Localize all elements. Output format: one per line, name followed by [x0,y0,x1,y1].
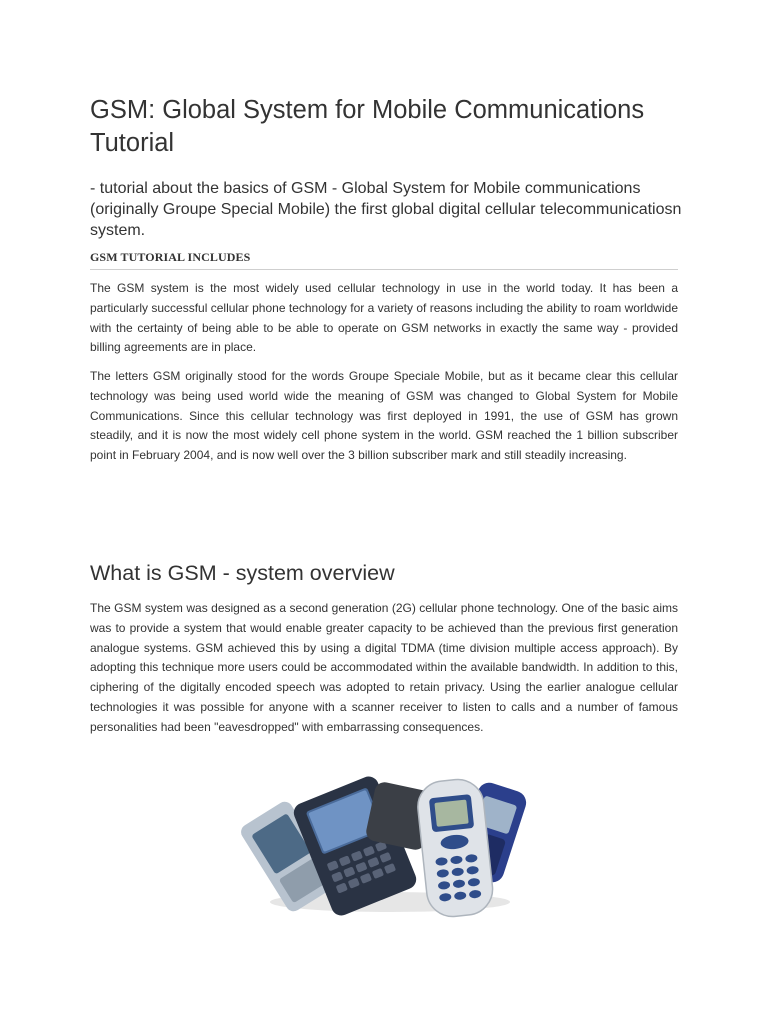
mobile-phones-image [240,766,528,918]
candybar-phone [415,777,495,918]
intro-paragraph: The GSM system is the most widely used cellular technology in use in the world today. It has been a particularly successful cellular phone technology for a variety of reasons including the ability to roam worldwide with the certainty of being able to be able to operate on GSM networks in exactly the same way - provided billing agreements are in place. [90,281,678,355]
history-paragraph: The letters GSM originally stood for the words Groupe Speciale Mobile, but as it became clear this cellular technology was being used world wide the meaning of GSM was changed to Global System for Mobile Communications. Since this cellular technology was first deployed in 1991, the use of GSM has grown steadily, and it is now the most widely cell phone system in the world. GSM reached the 1 billion subscriber point in February 2004, and is now well over the 3 billion subscriber mark and still steadily increasing. [90,369,678,463]
tutorial-includes-heading: GSM TUTORIAL INCLUDES [90,249,678,270]
overview-paragraph: The GSM system was designed as a second generation (2G) cellular phone technology. One of the basic aims was to provide a system that would enable greater capacity to be achieved than the previous first generation analogue systems. GSM achieved this by using a digital TDMA (time division multiple access approach). By adopting this technique more users could be accommodated within the available bandwidth. In addition to this, ciphering of the digitally encoded speech was adopted to retain privacy. Using the earlier analogue cellular technologies it was possible for anyone with a scanner receiver to listen to calls and a number of famous personalities had been "eavesdropped" with embarrassing consequences. [90,601,678,734]
page-subtitle: - tutorial about the basics of GSM - Global System for Mobile communications (originally Groupe Special Mobile) the first global digital cellular telecommunicatiosn system. [90,180,682,239]
section-heading: What is GSM - system overview [90,561,395,585]
page-title: GSM: Global System for Mobile Communications Tutorial [90,96,645,157]
